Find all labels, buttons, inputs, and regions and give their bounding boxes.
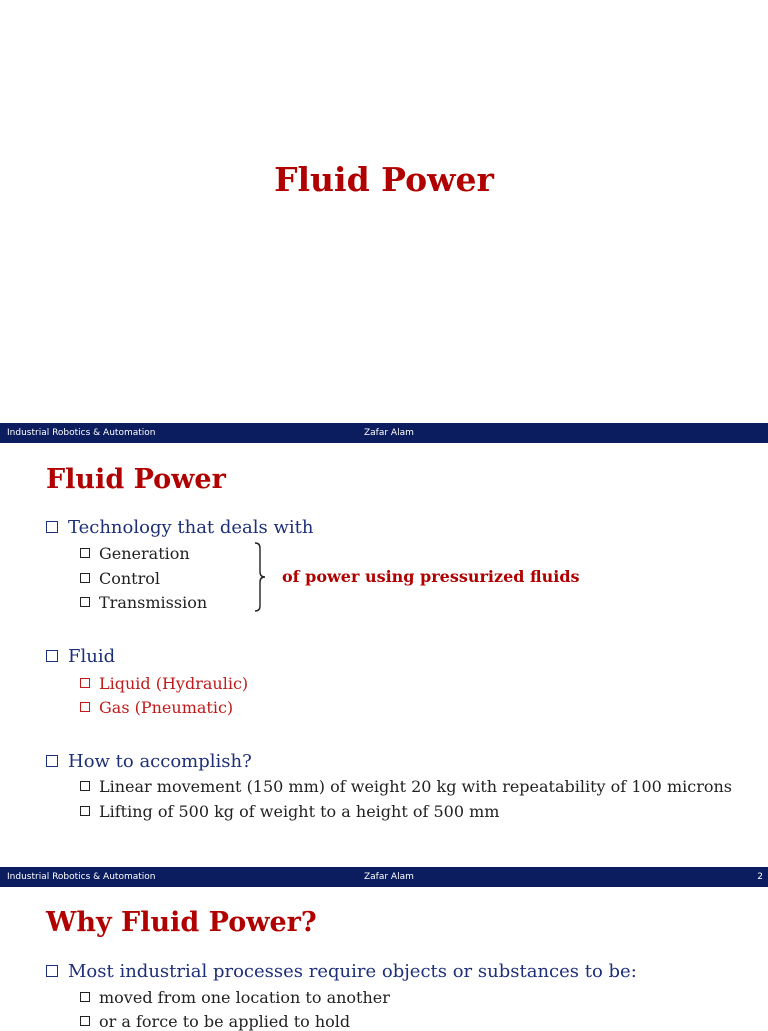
- checkbox-bullet-icon: [80, 597, 90, 607]
- checkbox-bullet-icon: [80, 806, 90, 816]
- list-item: Transmission: [80, 593, 207, 612]
- footer-course: Industrial Robotics & Automation: [7, 428, 156, 438]
- footer-course: Industrial Robotics & Automation: [7, 872, 156, 882]
- cover-title: Fluid Power: [274, 160, 494, 199]
- list-item: moved from one location to another: [80, 988, 390, 1007]
- page-number: 2: [757, 872, 763, 882]
- list-item: Lifting of 500 kg of weight to a height of 500 mm: [80, 802, 499, 821]
- list-item: Linear movement (150 mm) of weight 20 kg with repeatability of 100 microns: [80, 777, 732, 796]
- footer-author: Zafar Alam: [364, 428, 414, 438]
- right-brace-icon: [252, 542, 268, 612]
- list-item: or a force to be applied to hold: [80, 1012, 350, 1031]
- slide-footer: [0, 423, 768, 443]
- list-item: Most industrial processes require objects or substances to be:: [46, 961, 637, 982]
- list-item: Liquid (Hydraulic): [80, 674, 248, 693]
- checkbox-bullet-icon: [46, 755, 58, 767]
- checkbox-bullet-icon: [46, 521, 58, 533]
- footer-author: Zafar Alam: [364, 872, 414, 882]
- list-item: Control: [80, 569, 160, 588]
- checkbox-bullet-icon: [80, 992, 90, 1002]
- slide-title: Why Fluid Power?: [46, 907, 317, 938]
- list-item: Generation: [80, 544, 190, 563]
- checkbox-bullet-icon: [80, 548, 90, 558]
- checkbox-bullet-icon: [46, 650, 58, 662]
- list-item: Technology that deals with: [46, 517, 314, 538]
- checkbox-bullet-icon: [80, 1016, 90, 1026]
- checkbox-bullet-icon: [80, 702, 90, 712]
- list-item: Gas (Pneumatic): [80, 698, 233, 717]
- brace-annotation: of power using pressurized fluids: [282, 567, 580, 586]
- checkbox-bullet-icon: [46, 965, 58, 977]
- checkbox-bullet-icon: [80, 781, 90, 791]
- checkbox-bullet-icon: [80, 678, 90, 688]
- list-item: How to accomplish?: [46, 751, 252, 772]
- checkbox-bullet-icon: [80, 573, 90, 583]
- slide-footer: [0, 867, 768, 887]
- slide-title: Fluid Power: [46, 464, 226, 495]
- list-item: Fluid: [46, 646, 115, 667]
